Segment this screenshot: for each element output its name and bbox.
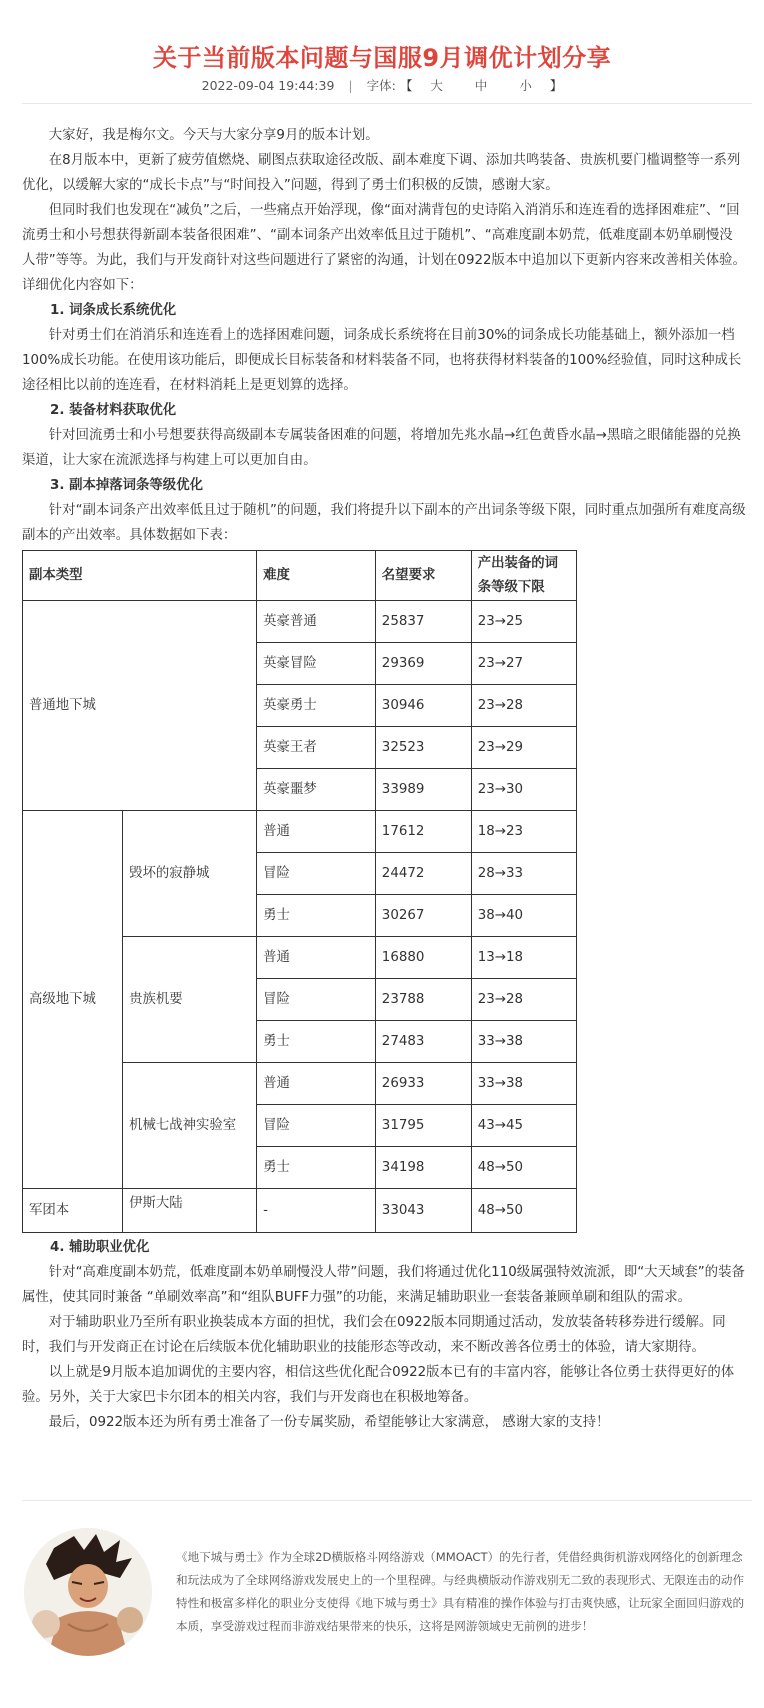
cell-difficulty: 勇士 [257, 1147, 376, 1189]
article-body [22, 123, 746, 1435]
cell-fame: 27483 [375, 1021, 471, 1063]
group-advanced-dungeon: 高级地下城 [23, 811, 123, 1189]
section-paragraph: 以上就是9月版本追加调优的主要内容，相信这些优化配合0922版本已有的丰富内容，能够让各位勇士获得更好的体验。另外，关于大家巴卡尔团本的相关内容，我们与开发商也在积极地筹备。 [22, 1365, 735, 1405]
header-divider [22, 103, 752, 104]
cell-tier: 48→50 [471, 1189, 576, 1233]
cell-fame: 31795 [375, 1105, 471, 1147]
cell-fame: 17612 [375, 811, 471, 853]
cell-tier: 23→25 [471, 601, 576, 643]
font-size-label: 字体: [366, 78, 396, 93]
cell-fame: 34198 [375, 1147, 471, 1189]
cell-difficulty: 勇士 [257, 895, 376, 937]
cell-fame: 32523 [375, 727, 471, 769]
sub-isys-continent: 伊斯大陆 [123, 1189, 257, 1233]
cell-difficulty: 普通 [257, 1063, 376, 1105]
header-dungeon-type: 副本类型 [23, 551, 257, 601]
table-row [23, 1189, 577, 1233]
intro-paragraph: 在8月版本中，更新了疲劳值燃烧、刷图点获取途径改版、副本难度下调、添加共鸣装备、贵族机要门槛调整等一系列优化，以缓解大家的“成长卡点”与“时间投入”问题，得到了勇士们积极的反馈，感谢大家。 [22, 153, 741, 193]
group-normal-dungeon: 普通地下城 [23, 601, 257, 811]
page-title: 关于当前版本问题与国服9月调优计划分享 [152, 44, 612, 72]
font-bracket-open: 【 [399, 78, 413, 93]
table-header-row [23, 551, 577, 601]
cell-fame: 33989 [375, 769, 471, 811]
cell-fame: 24472 [375, 853, 471, 895]
cell-tier: 48→50 [471, 1147, 576, 1189]
font-size-small-button[interactable]: 小 [519, 78, 532, 93]
table-row [23, 811, 577, 853]
cell-tier: 23→30 [471, 769, 576, 811]
cell-difficulty: 普通 [257, 811, 376, 853]
cell-difficulty: 英豪普通 [257, 601, 376, 643]
cell-difficulty: - [257, 1189, 376, 1233]
cell-difficulty: 英豪勇士 [257, 685, 376, 727]
header-fame: 名望要求 [375, 551, 471, 601]
header-tier: 产出装备的词条等级下限 [471, 551, 576, 601]
cell-tier: 38→40 [471, 895, 576, 937]
section-heading: 2. 装备材料获取优化 [50, 403, 177, 418]
cell-difficulty: 英豪噩梦 [257, 769, 376, 811]
intro-paragraph: 大家好，我是梅尔文。今天与大家分享9月的版本计划。 [48, 128, 379, 143]
publish-datetime: 2022-09-04 19:44:39 [201, 78, 335, 93]
footer-divider [22, 1500, 752, 1501]
section-paragraph: 针对“副本词条产出效率低且过于随机”的问题，我们将提升以下副本的产出词条等级下限，同时重点加强所有难度高级副本的产出效率。具体数据如下表： [22, 503, 746, 543]
cell-tier: 43→45 [471, 1105, 576, 1147]
section-heading: 3. 副本掉落词条等级优化 [50, 478, 203, 493]
sub-ruined-silent-city: 毁坏的寂静城 [123, 811, 257, 937]
meta-separator: | [348, 78, 353, 93]
section-heading: 1. 词条成长系统优化 [50, 303, 177, 318]
group-army-raid: 军团本 [23, 1189, 123, 1233]
article-meta [0, 76, 764, 94]
cell-difficulty: 英豪冒险 [257, 643, 376, 685]
cell-tier: 23→27 [471, 643, 576, 685]
sub-mech-seven-gods-lab: 机械七战神实验室 [123, 1063, 257, 1189]
cell-difficulty: 普通 [257, 937, 376, 979]
cell-tier: 23→28 [471, 979, 576, 1021]
section-paragraph: 针对“高难度副本奶荒，低难度副本奶单刷慢没人带”问题，我们将通过优化110级属强特效流派，即“大天域套”的装备属性，使其同时兼备 “单刷效率高”和“组队BUFF力强”的功能，来满足辅助职业一套装备兼顾单刷和组队的需求。 [22, 1265, 745, 1305]
font-bracket-close: 】 [549, 78, 563, 93]
cell-tier: 18→23 [471, 811, 576, 853]
cell-fame: 30946 [375, 685, 471, 727]
cell-tier: 13→18 [471, 937, 576, 979]
sub-noble-vault: 贵族机要 [123, 937, 257, 1063]
cell-tier: 23→29 [471, 727, 576, 769]
game-description: 《地下城与勇士》作为全球2D横版格斗网络游戏（MMOACT）的先行者，凭借经典街机游戏网络化的创新理念和玩法成为了全球网络游戏发展史上的一个里程碑。与经典横版动作游戏别无二致的表现形式、无限连击的动作特性和极富多样化的职业分支使得《地下城与勇士》具有精准的操作体验与打击爽快感，让玩家全面回归游戏的本质，享受游戏过程而非游戏结果带来的快乐，这将是网游领域史无前例的进步！ [176, 1550, 745, 1633]
section-paragraph: 针对回流勇士和小号想要获得高级副本专属装备困难的问题，将增加先兆水晶→红色黄昏水晶→黑暗之眼储能器的兑换渠道，让大家在流派选择与构建上可以更加自由。 [22, 428, 741, 468]
cell-fame: 23788 [375, 979, 471, 1021]
cell-fame: 26933 [375, 1063, 471, 1105]
section-heading: 4. 辅助职业优化 [50, 1240, 150, 1255]
section-paragraph: 针对勇士们在消消乐和连连看上的选择困难问题，词条成长系统将在目前30%的词条成长功能基础上，额外添加一档100%成长功能。在使用该功能后，即便成长目标装备和材料装备不同，也将获得材料装备的100%经验值，同时这种成长途径相比以前的连连看，在材料消耗上是更划算的选择。 [22, 328, 742, 393]
header-difficulty: 难度 [257, 551, 376, 601]
cell-fame: 33043 [375, 1189, 471, 1233]
section-paragraph: 最后，0922版本还为所有勇士准备了一份专属奖励，希望能够让大家满意， 感谢大家的支持！ [48, 1415, 610, 1430]
cell-tier: 33→38 [471, 1063, 576, 1105]
cell-tier: 23→28 [471, 685, 576, 727]
font-size-large-button[interactable]: 大 [430, 78, 443, 93]
cell-fame: 25837 [375, 601, 471, 643]
game-intro-footer [24, 1528, 749, 1688]
cell-tier: 28→33 [471, 853, 576, 895]
cell-fame: 30267 [375, 895, 471, 937]
font-size-medium-button[interactable]: 中 [474, 78, 488, 93]
cell-difficulty: 勇士 [257, 1021, 376, 1063]
intro-paragraph: 但同时我们也发现在“减负”之后，一些痛点开始浮现，像“面对满背包的史诗陷入消消乐和连连看的选择困难症”、“回流勇士和小号想获得新副本装备很困难”、“副本词条产出效率低且过于随机”、“高难度副本奶荒，低难度副本奶单刷慢没人带”等等。为此，我们与开发商针对这些问题进行了紧密的沟通，计划在0922版本中追加以下更新内容来改善相关体验。详细优化内容如下： [22, 203, 746, 293]
cell-difficulty: 冒险 [257, 1105, 376, 1147]
cell-difficulty: 冒险 [257, 853, 376, 895]
cell-tier: 33→38 [471, 1021, 576, 1063]
section-paragraph: 对于辅助职业乃至所有职业换装成本方面的担忧，我们会在0922版本同期通过活动，发放装备转移券进行缓解。同时，我们与开发商正在讨论在后续版本优化辅助职业的技能形态等改动，来不断改善各位勇士的体验，请大家期待。 [22, 1315, 726, 1355]
cell-fame: 16880 [375, 937, 471, 979]
cell-difficulty: 冒险 [257, 979, 376, 1021]
cell-difficulty: 英豪王者 [257, 727, 376, 769]
cell-fame: 29369 [375, 643, 471, 685]
dungeon-tier-table [22, 550, 577, 1233]
table-row [23, 601, 577, 643]
fighter-portrait-icon [24, 1528, 152, 1656]
